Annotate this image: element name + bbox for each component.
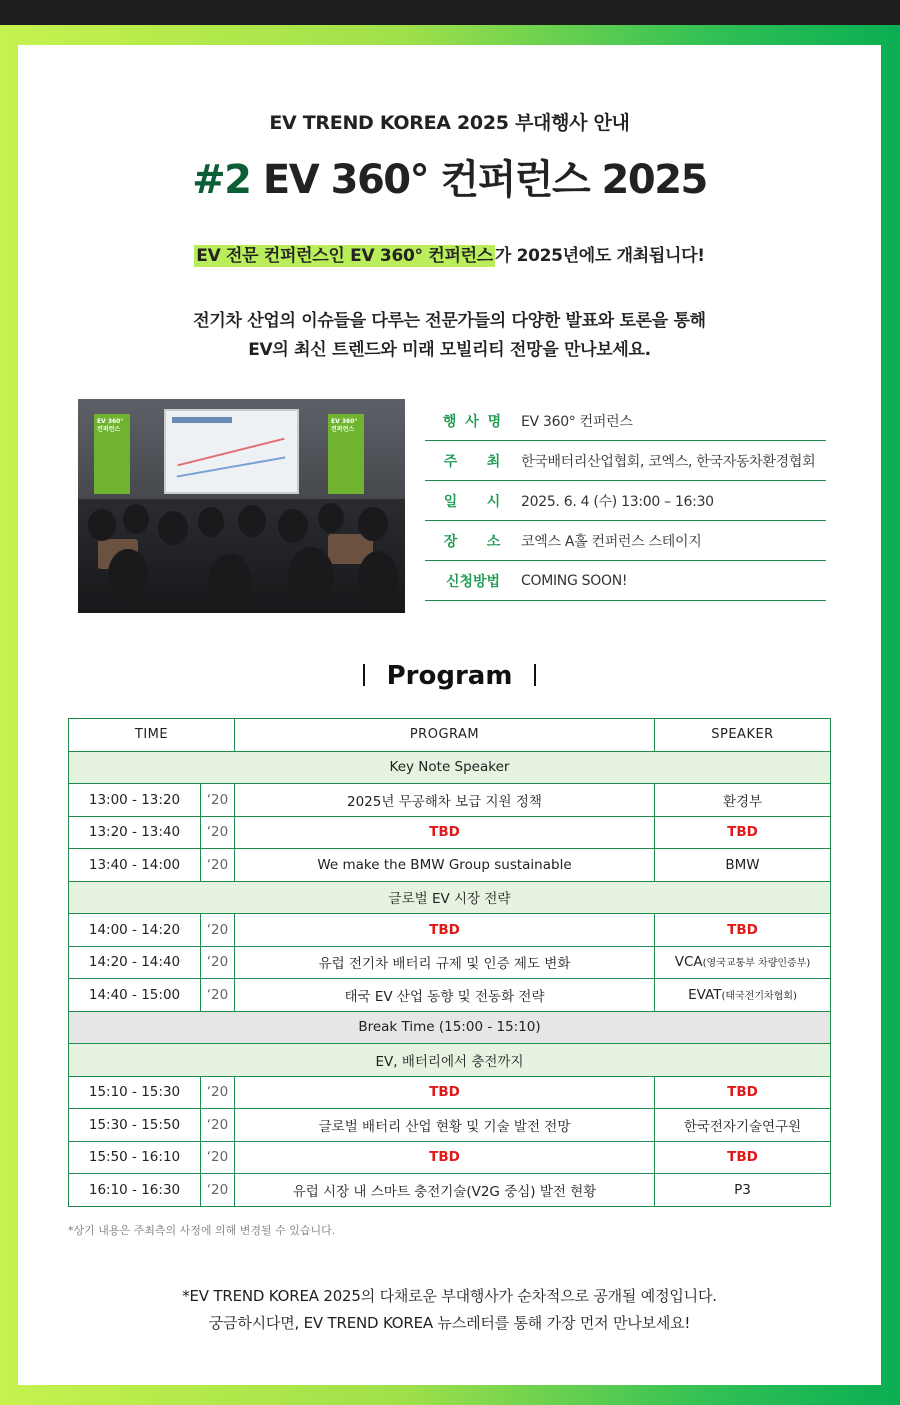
event-info-table bbox=[425, 401, 826, 601]
info-label: 주 최 bbox=[443, 453, 503, 470]
audience bbox=[78, 499, 405, 613]
table-row: 13:20 - 13:40 ‘20 TBD TBD bbox=[69, 816, 831, 849]
col-speaker: SPEAKER bbox=[655, 719, 831, 752]
table-row: 15:10 - 15:30 ‘20 TBD TBD bbox=[69, 1076, 831, 1109]
program-heading: Program bbox=[18, 661, 881, 691]
speaker-cell: VCA(영국교통부 차량인증부) bbox=[655, 946, 831, 979]
gradient-frame bbox=[0, 25, 900, 1405]
info-row-host bbox=[425, 441, 826, 481]
banner-left: EV 360° 컨퍼런스 bbox=[94, 414, 130, 494]
top-bar bbox=[0, 0, 900, 25]
closing-line-1: *EV TREND KOREA 2025의 다채로운 부대행사가 순차적으로 공개될 예정입니다. bbox=[182, 1287, 717, 1305]
footnote: *상기 내용은 주최측의 사정에 의해 변경될 수 있습니다. bbox=[68, 1224, 336, 1237]
table-header bbox=[69, 719, 831, 752]
table-row: 16:10 - 16:30 ‘20 유럽 시장 내 스마트 충전기술(V2G 중심) 발전 현황 P3 bbox=[69, 1174, 831, 1207]
col-time: TIME bbox=[69, 719, 235, 752]
info-label: 일 시 bbox=[443, 493, 503, 510]
info-row-name bbox=[425, 401, 826, 441]
info-label: 장 소 bbox=[443, 533, 503, 550]
table-row: 14:20 - 14:40 ‘20 유럽 전기차 배터리 규제 및 인증 제도 변화 VCA(영국교통부 차량인증부) bbox=[69, 946, 831, 979]
section-row: EV, 배터리에서 충전까지 bbox=[69, 1044, 831, 1077]
info-value: 2025. 6. 4 (수) 13:00 – 16:30 bbox=[521, 493, 714, 510]
conference-photo bbox=[78, 399, 405, 613]
heading-bar-left bbox=[363, 664, 365, 686]
intro-description bbox=[18, 307, 881, 365]
intro-line bbox=[18, 241, 881, 266]
info-value: COMING SOON! bbox=[521, 572, 628, 589]
intro-highlight: EV 전문 컨퍼런스인 EV 360° 컨퍼런스 bbox=[196, 246, 493, 266]
closing-message bbox=[18, 1283, 881, 1337]
title-text: EV 360° 컨퍼런스 2025 bbox=[262, 157, 707, 203]
content-card bbox=[18, 45, 881, 1385]
table-row: 13:40 - 14:00 ‘20 We make the BMW Group sustainable BMW bbox=[69, 849, 831, 882]
desc-line-2: EV의 최신 트렌드와 미래 모빌리티 전망을 만나보세요. bbox=[248, 340, 651, 360]
title-number: #2 bbox=[192, 157, 251, 203]
event-subtitle: EV TREND KOREA 2025 부대행사 안내 bbox=[269, 112, 630, 134]
page-title bbox=[18, 148, 881, 205]
info-row-date bbox=[425, 481, 826, 521]
section-row: 글로벌 EV 시장 전략 bbox=[69, 881, 831, 914]
program-table bbox=[68, 718, 831, 1207]
info-row-venue bbox=[425, 521, 826, 561]
col-program: PROGRAM bbox=[235, 719, 655, 752]
table-row: 14:40 - 15:00 ‘20 태국 EV 산업 동향 및 전동화 전략 EVAT(태국전기차협회) bbox=[69, 979, 831, 1012]
info-row-registration bbox=[425, 561, 826, 601]
intro-rest: 가 2025년에도 개최됩니다! bbox=[494, 246, 705, 266]
info-label: 신청방법 bbox=[445, 573, 501, 590]
presentation-screen bbox=[164, 409, 299, 494]
heading-bar-right bbox=[534, 664, 536, 686]
speaker-cell: EVAT(태국전기차협회) bbox=[655, 979, 831, 1012]
table-row: 14:00 - 14:20 ‘20 TBD TBD bbox=[69, 914, 831, 947]
info-value: 코엑스 A홀 컨퍼런스 스테이지 bbox=[521, 533, 702, 550]
banner-right: EV 360° 컨퍼런스 bbox=[328, 414, 364, 494]
desc-line-1: 전기차 산업의 이슈들을 다루는 전문가들의 다양한 발표와 토론을 통해 bbox=[193, 311, 706, 331]
table-row: 15:30 - 15:50 ‘20 글로벌 배터리 산업 현황 및 기술 발전 전망 한국전자기술연구원 bbox=[69, 1109, 831, 1142]
table-row: 15:50 - 16:10 ‘20 TBD TBD bbox=[69, 1141, 831, 1174]
info-value: 한국배터리산업협회, 코엑스, 한국자동차환경협회 bbox=[521, 453, 816, 470]
info-label: 행 사 명 bbox=[442, 413, 504, 430]
closing-line-2: 궁금하시다면, EV TREND KOREA 뉴스레터를 통해 가장 먼저 만나보세요! bbox=[208, 1314, 691, 1332]
section-row: Key Note Speaker bbox=[69, 751, 831, 784]
break-row: Break Time (15:00 - 15:10) bbox=[69, 1011, 831, 1044]
info-value: EV 360° 컨퍼런스 bbox=[521, 413, 633, 430]
table-row: 13:00 - 13:20 ‘20 2025년 무공해차 보급 지원 정책 환경부 bbox=[69, 784, 831, 817]
